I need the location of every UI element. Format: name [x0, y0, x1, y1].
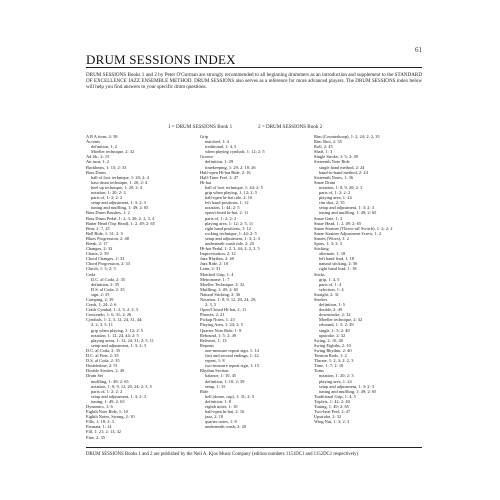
index-subentry: eighth notes, 1: 10: [205, 403, 238, 409]
index-entry: Releases, 1: 13: [200, 337, 227, 343]
index-subentry: single, 1: 5; 2: 49: [319, 327, 350, 333]
index-subentry: notation, 1: 8, 9, 12, 20, 24; 2: 3, 5: [91, 383, 152, 389]
index-entry: Charts, 2: 59: [86, 251, 109, 257]
index-subentry: when playing cymbals, 1: 12; 2: 5: [205, 149, 265, 155]
index-subentry: ball of foot technique, 1: 20; 2: 4: [91, 174, 149, 180]
footnote: DRUM SESSIONS Books 1 and 2 are published by the Neil A. Kjos Music Company (edition numbers 1151DC1 and 1152DC1 respectively).: [86, 452, 360, 457]
index-subentry: muffling, 1: 49; 2: 65: [91, 378, 129, 384]
index-subentry: underneath crash, 2: 20: [205, 424, 246, 430]
index-subentry: alternate, 1: 18: [319, 251, 346, 257]
index-subentry: 2: 2, 3, 5, 11: [91, 322, 113, 328]
index-entry: Playing Area, 1: 24; 2: 5: [200, 322, 243, 328]
index-subentry: setup and adjustment, 1: 3; 2: 3: [91, 393, 146, 399]
index-subentry: setup and adjustment, 1: 3; 2: 3: [205, 235, 260, 241]
index-entry: Sixteenth Note Ride: [314, 159, 350, 165]
index-entry: Natural Sticking, 2: 36: [200, 291, 240, 297]
index-entry: Blues Progression, 2: 48: [86, 235, 129, 241]
index-subentry: Moeller technique, 2: 32: [319, 317, 363, 323]
index-entry: Eighth Note Ride, 1: 10: [86, 409, 128, 415]
page-title: DRUM SESSIONS INDEX: [86, 52, 236, 67]
index-subentry: quarter notes, 1: 8: [205, 419, 237, 425]
index-entry: Improvisation, 2: 12: [200, 251, 236, 257]
index-subentry: definition, 2: 35: [91, 281, 120, 287]
index-entry: Cymbals, 1: 2, 3, 12, 24, 31, 44;: [86, 317, 143, 323]
index-subentry: tuning and muffling, 1: 49; 2: 65: [91, 205, 149, 211]
index-subentry: setup and adjustment, 1: 3; 2: 3: [319, 205, 374, 211]
index-entry: Fermata, 1: 14: [86, 424, 112, 430]
index-column-2: [200, 134, 310, 429]
index-entry: Time, 1: 7; 2: 10: [314, 363, 344, 369]
index-subentry: playing areas, 1: 12, 24, 31; 2: 5, 11: [91, 337, 155, 343]
index-entry: Clutch, 1: 3; 2: 3: [86, 266, 116, 272]
index-entry: Crash, 1: 24; 2: 6: [86, 302, 117, 308]
index-subentry: balance, 1: 10, 45: [205, 373, 237, 379]
index-subentry: setup and adjustment, 1: 3; 2: 3: [91, 200, 146, 206]
index-subentry: natural sticking, 2: 36: [319, 261, 358, 267]
index-subentry: sign, 2: 35: [91, 291, 110, 297]
index-entry: Tension Rods, 1: 2: [314, 353, 347, 359]
index-subentry: downstroke, 2: 32: [319, 312, 351, 318]
index-subentry: notation, 1: 8, 9, 20; 2: 3: [319, 184, 363, 190]
index-entry: Accents: [86, 139, 101, 145]
index-subentry: underneath crash ride, 2: 20: [205, 240, 254, 246]
index-subentry: jazz, 2: 10: [205, 414, 224, 420]
index-entry: Quarter Note Ride, 1: 8: [200, 327, 242, 333]
index-entry: Notation, 1: 8, 9, 12, 20, 24, 29;: [200, 297, 257, 302]
index-subentry: timekeeping, 1: 29; 2: 10, 26: [205, 164, 256, 170]
index-entry: Hi-hat: [200, 179, 212, 185]
intro-paragraph: DRUM SESSIONS Books 1 and 2 by Peter O'Gorman are strongly recommended to all beginning drummers as an introduction and supplement to the STANDARD OF EXCELLENCE JAZZ ENSEMBLE METHOD. DRUM SESSIONS also serves as a reference for more advanced players. The DRUM SESSIONS index below will help you find answers to your specific drum questions.: [86, 72, 422, 90]
index-subentry: traditional, 1: 4, 5: [205, 144, 237, 150]
index-subentry: matched, 1: 4: [205, 139, 229, 145]
index-subentry: right hand positions, 1: 12: [205, 225, 251, 231]
index-entry: Break, 2: 17: [86, 240, 108, 246]
index-subentry: one-measure repeat sign, 1: 14: [205, 347, 259, 353]
index-subentry: ball of foot technique, 1: 44; 2: 5: [205, 184, 263, 190]
index-entry: Hi-hat Pedal, 1: 2, 3, 44; 2: 2, 3, 5: [200, 246, 260, 252]
index-entry: Changes, 2: 33: [86, 246, 113, 252]
index-entry: Doubletime, 2: 51: [86, 363, 118, 369]
index-subentry: hand-to-hand method, 2: 24: [319, 169, 368, 175]
index-entry: Pickup Notes, 1: 23: [200, 317, 235, 323]
index-subentry: two-measure repeat sign, 1: 15: [205, 363, 260, 369]
page-number: 61: [415, 46, 422, 54]
index-entry: Eighth Notes, Swung, 2: 10: [86, 414, 135, 420]
index-entry: Sticking: [314, 246, 329, 252]
index-subentry: definition, 1: 2: [91, 144, 117, 150]
index-entry: Snare Strainer Adjustment Screw, 1: 2: [314, 230, 382, 236]
index-entry: Jazz Ride, 2: 10: [200, 261, 229, 267]
index-entry: Swing Rhythm, 2: 40: [314, 347, 352, 353]
index-entry: Phrases, 2: 21: [200, 312, 225, 318]
index-subentry: grip, 1: 4, 5: [319, 276, 340, 282]
index-entry: Open/Closed Hi-hat, 2: 11: [200, 307, 247, 313]
index-entry: Rhythm Section: [200, 368, 229, 374]
index-entry: Rim (Counterhoop), 1: 2, 24; 2: 2, 35: [314, 134, 380, 139]
index-subentry: right hand lead, 1: 18: [319, 266, 357, 272]
index-entry: Roll, 2: 45: [314, 144, 333, 150]
index-subentry: grip when playing, 1: 12; 2: 5: [91, 327, 144, 333]
index-entry: Metronome, 1: 7: [200, 276, 230, 282]
index-entry: Backbeats, 1: 15; 2: 33: [86, 164, 127, 170]
index-entry: Swing Eighths, 2: 10: [314, 342, 351, 348]
index-subentry: 2: 3, 5: [205, 302, 217, 308]
index-subentry: left hand lead, 1: 18: [319, 256, 354, 262]
index-entry: Upstroke, 2: 32: [314, 414, 342, 420]
index-entry: Crescendo, 1: 6, 31; 2: 26: [86, 312, 132, 318]
index-entry: Double Strokes, 2: 49: [86, 368, 125, 374]
index-subentry: Moeller technique, 2: 32: [91, 149, 135, 155]
index-entry: D.C. al Coda, 2: 35: [86, 347, 121, 353]
index-subentry: rebound, 1: 5; 2: 49: [319, 322, 354, 328]
index-entry: Swing, 2: 10, 40: [314, 337, 343, 343]
index-entry: Ad lib., 2: 15: [86, 154, 110, 160]
index-subentry: playing area, 1: 24: [319, 378, 352, 384]
index-entry: Dynamics, 1: 6: [86, 403, 113, 409]
index-subentry: half-open hi-hat, 2: 16: [205, 409, 245, 415]
index-subentry: setup and adjustment, 1: 3; 2: 3: [91, 342, 146, 348]
legend-book-2: 2 = DRUM SESSIONS Book 2: [258, 124, 323, 130]
index-entry: Chord Progression, 2: 33: [86, 261, 130, 267]
index-entry: Snare Gate, 1: 2: [314, 215, 343, 221]
index-subentry: notation, 1: 20; 2: 3: [319, 373, 354, 379]
index-subentry: half-open hi-hat ride, 2: 16: [205, 195, 253, 201]
footer-rule: [86, 447, 422, 448]
index-subentry: playing area, 1: 12; 2: 5, 11: [205, 220, 254, 226]
index-subentry: repeat, 1: 8: [205, 358, 225, 364]
index-subentry: first and second endings, 1: 22: [205, 353, 259, 359]
index-entry: Toms: [314, 368, 324, 374]
index-subentry: tuning and muffling, 1: 49; 2: 65: [319, 388, 377, 394]
index-entry: Bass Drum Pedal, 1: 2, 3, 20; 2: 2, 3, 4: [86, 215, 155, 221]
index-subentry: bell (dome, cup), 1: 31; 2: 5: [205, 393, 255, 399]
index-subentry: D.S. al Coda, 2: 35: [91, 286, 125, 292]
index-subentry: definition, 1: 29: [205, 159, 234, 165]
index-entry: Latin, 2: 31: [200, 266, 221, 272]
index-subentry: tuning and muffling, 1: 49; 2: 65: [319, 210, 377, 216]
index-entry: Grip: [200, 134, 209, 139]
index-entry: Strokes: [314, 297, 328, 302]
index-subentry: playing area, 1: 24: [319, 195, 352, 201]
index-entry: Snare Strainer (Throw-off Switch), 1: 2; 2: 2: [314, 225, 393, 231]
index-subentry: parts of, 1: 2; 2: 2: [91, 195, 123, 201]
index-subentry: definition, 1: 5: [319, 302, 345, 308]
index-entry: Shaft, 1: 3: [314, 149, 333, 155]
index-entry: D.S. al Coda, 2: 35: [86, 358, 120, 364]
index-entry: Fill, 1: 21; 2: 13, 32: [86, 429, 122, 435]
index-subentry: upstroke, 2: 32: [319, 332, 346, 338]
index-subentry: grip when playing, 1: 12; 2: 5: [205, 190, 258, 196]
index-subentry: notation, 1: 44; 2: 5: [205, 205, 240, 211]
index-subentry: definition, 1: 10; 2: 39: [205, 378, 245, 384]
index-entry: A B A form, 2: 58: [86, 134, 118, 139]
index-entry: Groove: [200, 154, 214, 160]
index-entry: Single Stroke, 1: 5; 2: 49: [314, 154, 358, 160]
index-entry: Bell Ride, 1: 31; 2: 5: [86, 230, 123, 236]
index-entry: Wing Nut, 1: 3; 2: 3: [314, 419, 350, 425]
index-entry: Fine, 2: 35: [86, 434, 105, 440]
index-entry: Traditional Grip, 1: 4, 5: [314, 393, 356, 399]
index-entry: Comping, 2: 39: [86, 297, 114, 302]
index-subentry: selection, 1: 4: [319, 286, 344, 292]
index-subentry: rim shot, 2: 35: [319, 200, 345, 206]
index-entry: Snare Drum: [314, 179, 336, 185]
index-subentry: notation, 1: 12, 24, 44; 2: 5: [91, 332, 139, 338]
index-subentry: parts of, 1: 4: [319, 281, 342, 287]
index-subentry: tuning, 1: 49; 2: 65: [91, 398, 125, 404]
index-subentry: parts of, 1: 2; 2: 2: [319, 190, 351, 196]
index-entry: Air turn, 1: 2: [86, 159, 109, 165]
index-entry: Repeats: [200, 342, 214, 348]
index-subentry: bass drum technique, 1: 20; 2: 4: [91, 179, 148, 185]
index-entry: Rim Shot, 2: 35: [314, 139, 342, 145]
index-column-3: [314, 134, 424, 424]
index-entry: Half-open Hi-hat Ride, 2: 16: [200, 169, 251, 175]
title-rule: [86, 67, 422, 68]
index-subentry: parts of, 1: 2; 2: 2: [91, 388, 123, 394]
index-subentry: heel up technique, 1: 20; 2: 4: [91, 184, 143, 190]
index-entry: Throne, 1: 2, 3; 2: 2, 3: [314, 358, 354, 364]
index-subentry: setup and adjustment, 1: 3; 2: 3: [319, 383, 374, 389]
index-subentry: rocking technique, 1: 44; 2: 5: [205, 230, 257, 236]
index-entry: Drum Set: [86, 373, 103, 379]
index-entry: Straight, 2: 31: [314, 291, 340, 297]
index-entry: Triplets, 1: 42; 2: 40: [314, 398, 350, 404]
index-entry: Tuning, 1: 49; 2: 65: [314, 403, 349, 409]
index-subentry: notation, 1: 20; 2: 3: [91, 190, 126, 196]
index-entry: Sixteenth Notes, 1: 36: [314, 174, 354, 180]
index-entry: Crash Cymbal, 1: 2, 3; 2: 2, 3: [86, 307, 138, 313]
index-subentry: double, 2: 49: [319, 307, 343, 313]
index-subentry: D.C. al Coda, 2: 35: [91, 276, 126, 282]
index-entry: Bass Drum: [86, 169, 106, 175]
index-subentry: setup, 1: 15: [205, 383, 226, 389]
index-entry: Bear, 2: 7, 25: [86, 225, 110, 231]
index-entry: Two-beat Feel, 2: 47: [314, 409, 351, 415]
index-entry: Spurs, 1: 3; 2: 3: [314, 240, 342, 246]
legend-book-1: 1 = DRUM SESSIONS Book 1: [168, 124, 233, 130]
index-entry: Fills, 1: 18; 2: 3: [86, 419, 114, 425]
index-entry: Snares (Wires), 1: 2: [314, 235, 349, 241]
index-entry: D.C. al Fine, 2: 35: [86, 353, 119, 359]
index-entry: Coda: [86, 271, 96, 277]
index-entry: Half-Time Feel, 2: 47: [200, 174, 239, 180]
index-entry: Jazz Rhythm, 2: 40: [200, 256, 234, 262]
index-columns: [86, 134, 426, 440]
index-subentry: left hand positions, 1: 12: [205, 200, 249, 206]
index-entry: Muffling, 1: 49; 2: 65: [200, 286, 239, 292]
index-column-1: [86, 134, 196, 440]
index-entry: Chord Changes, 2: 33: [86, 256, 125, 262]
index-subentry: definition, 1: 8: [205, 398, 231, 404]
index-entry: Batter Head (Top Head), 1: 2, 49; 2: 65: [86, 220, 155, 226]
index-entry: Ride: [200, 388, 209, 394]
index-subentry: open/closed hi-hat, 2: 11: [205, 210, 249, 216]
index-entry: Moeller Technique, 2: 32: [200, 281, 245, 287]
index-entry: Rebound, 1: 5; 2: 49: [200, 332, 236, 338]
index-subentry: single hand method, 2: 24: [319, 164, 365, 170]
index-entry: Bass Drum Brushes, 1: 2: [86, 210, 130, 216]
index-entry: Matched Grip, 1: 4: [200, 271, 234, 277]
index-entry: Sticks: [314, 271, 325, 277]
index-entry: Snare Head, 1: 2, 49; 2: 65: [314, 220, 362, 226]
index-subentry: parts of, 1: 2; 2: 2: [205, 215, 237, 221]
